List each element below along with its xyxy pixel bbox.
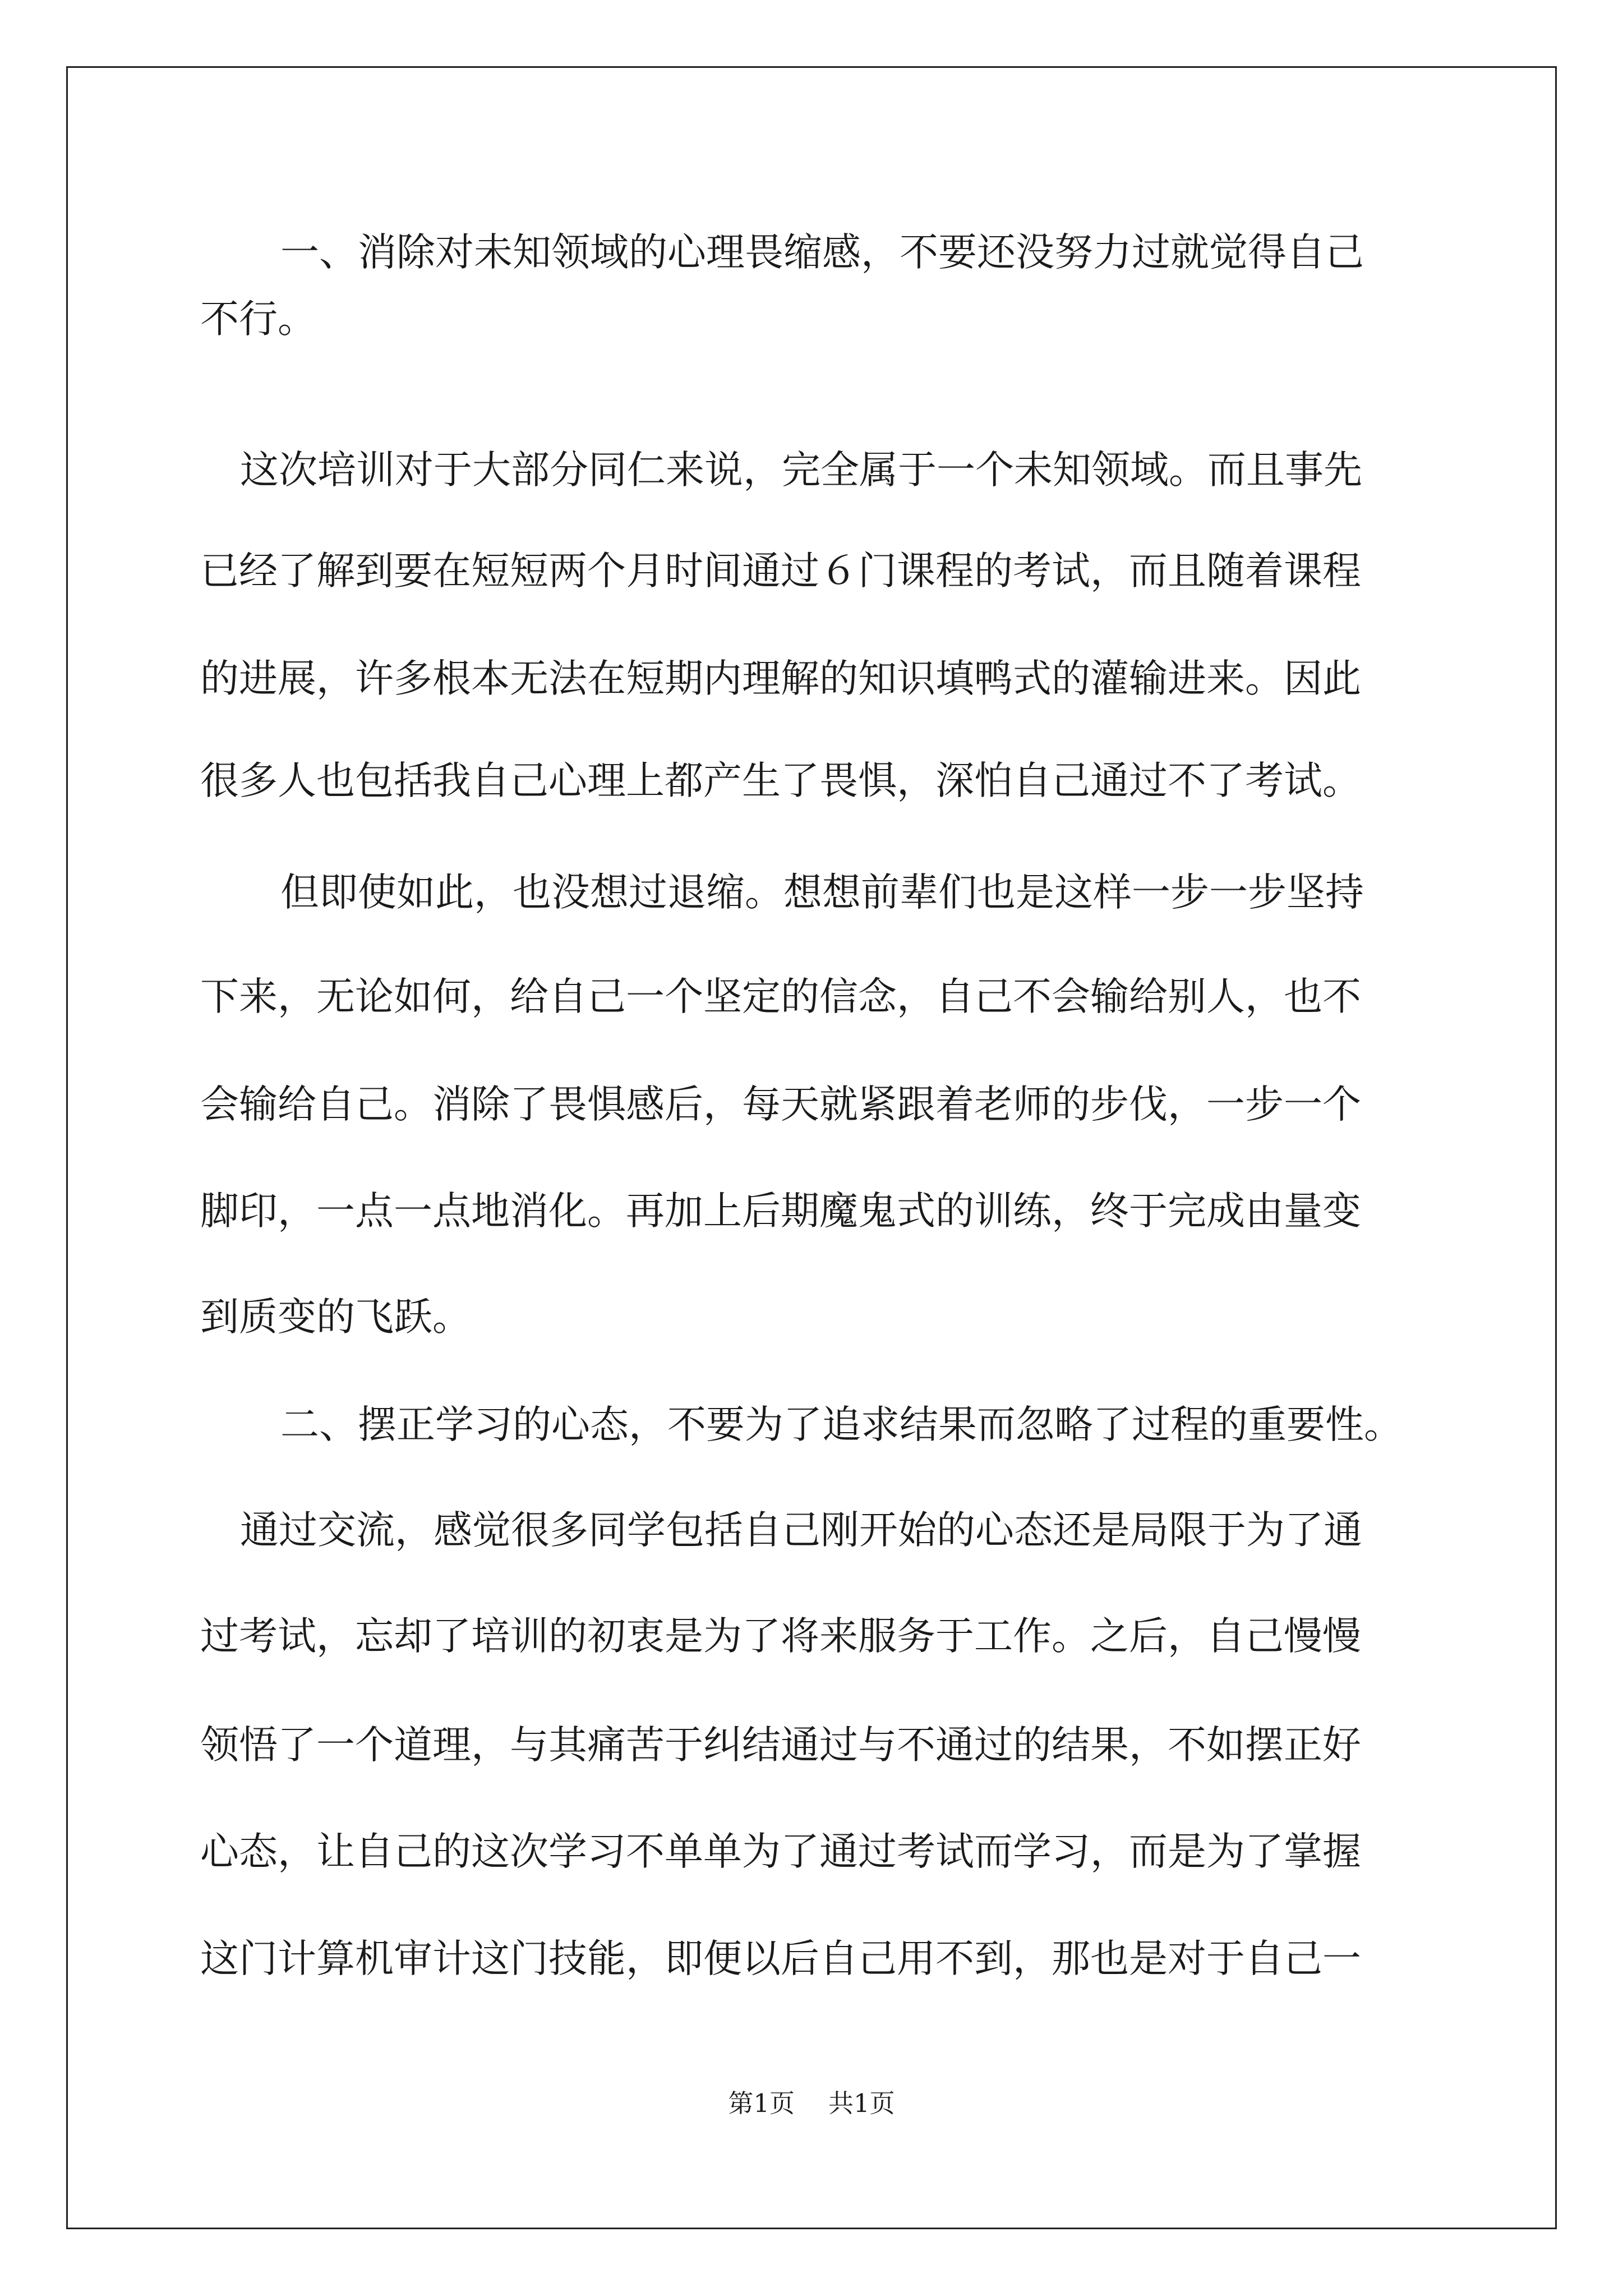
page-total: 共1页 — [828, 2088, 895, 2118]
text-line: 一、消除对未知领域的心理畏缩感，不要还没努力过就觉得自己 — [280, 230, 1364, 275]
text-line: 的进展，许多根本无法在短期内理解的知识填鸭式的灌输进来。因此 — [200, 656, 1361, 701]
text-line: 这门计算机审计这门技能，即便以后自己用不到，那也是对于自己一 — [200, 1936, 1361, 1981]
text-line: 脚印，一点一点地消化。再加上后期魔鬼式的训练，终于完成由量变 — [200, 1189, 1361, 1234]
text-line: 二、摆正学习的心态，不要为了追求结果而忽略了过程的重要性。 — [280, 1402, 1403, 1447]
text-line: 已经了解到要在短短两个月时间通过６门课程的考试，而且随着课程 — [200, 549, 1361, 593]
page-footer — [0, 2087, 1623, 2120]
text-line: 不行。 — [200, 297, 316, 342]
page-border — [66, 66, 1557, 2229]
text-line: 过考试，忘却了培训的初衷是为了将来服务于工作。之后，自己慢慢 — [200, 1614, 1361, 1659]
text-line: 但即使如此，也没想过退缩。想想前辈们也是这样一步一步坚持 — [280, 870, 1364, 915]
text-line: 这次培训对于大部分同仁来说，完全属于一个未知领域。而且事先 — [240, 448, 1362, 493]
page-number: 第1页 — [728, 2088, 795, 2118]
text-line: 很多人也包括我自己心理上都产生了畏惧，深怕自己通过不了考试。 — [200, 758, 1361, 803]
text-line: 下来，无论如何，给自己一个坚定的信念，自己不会输给别人，也不 — [200, 974, 1361, 1019]
text-line: 通过交流，感觉很多同学包括自己刚开始的心态还是局限于为了通 — [240, 1508, 1362, 1553]
text-line: 心态，让自己的这次学习不单单为了通过考试而学习，而是为了掌握 — [200, 1829, 1361, 1874]
text-line: 领悟了一个道理，与其痛苦于纠结通过与不通过的结果，不如摆正好 — [200, 1723, 1361, 1768]
text-line: 会输给自己。消除了畏惧感后，每天就紧跟着老师的步伐，一步一个 — [200, 1082, 1361, 1127]
text-line: 到质变的飞跃。 — [200, 1295, 471, 1340]
